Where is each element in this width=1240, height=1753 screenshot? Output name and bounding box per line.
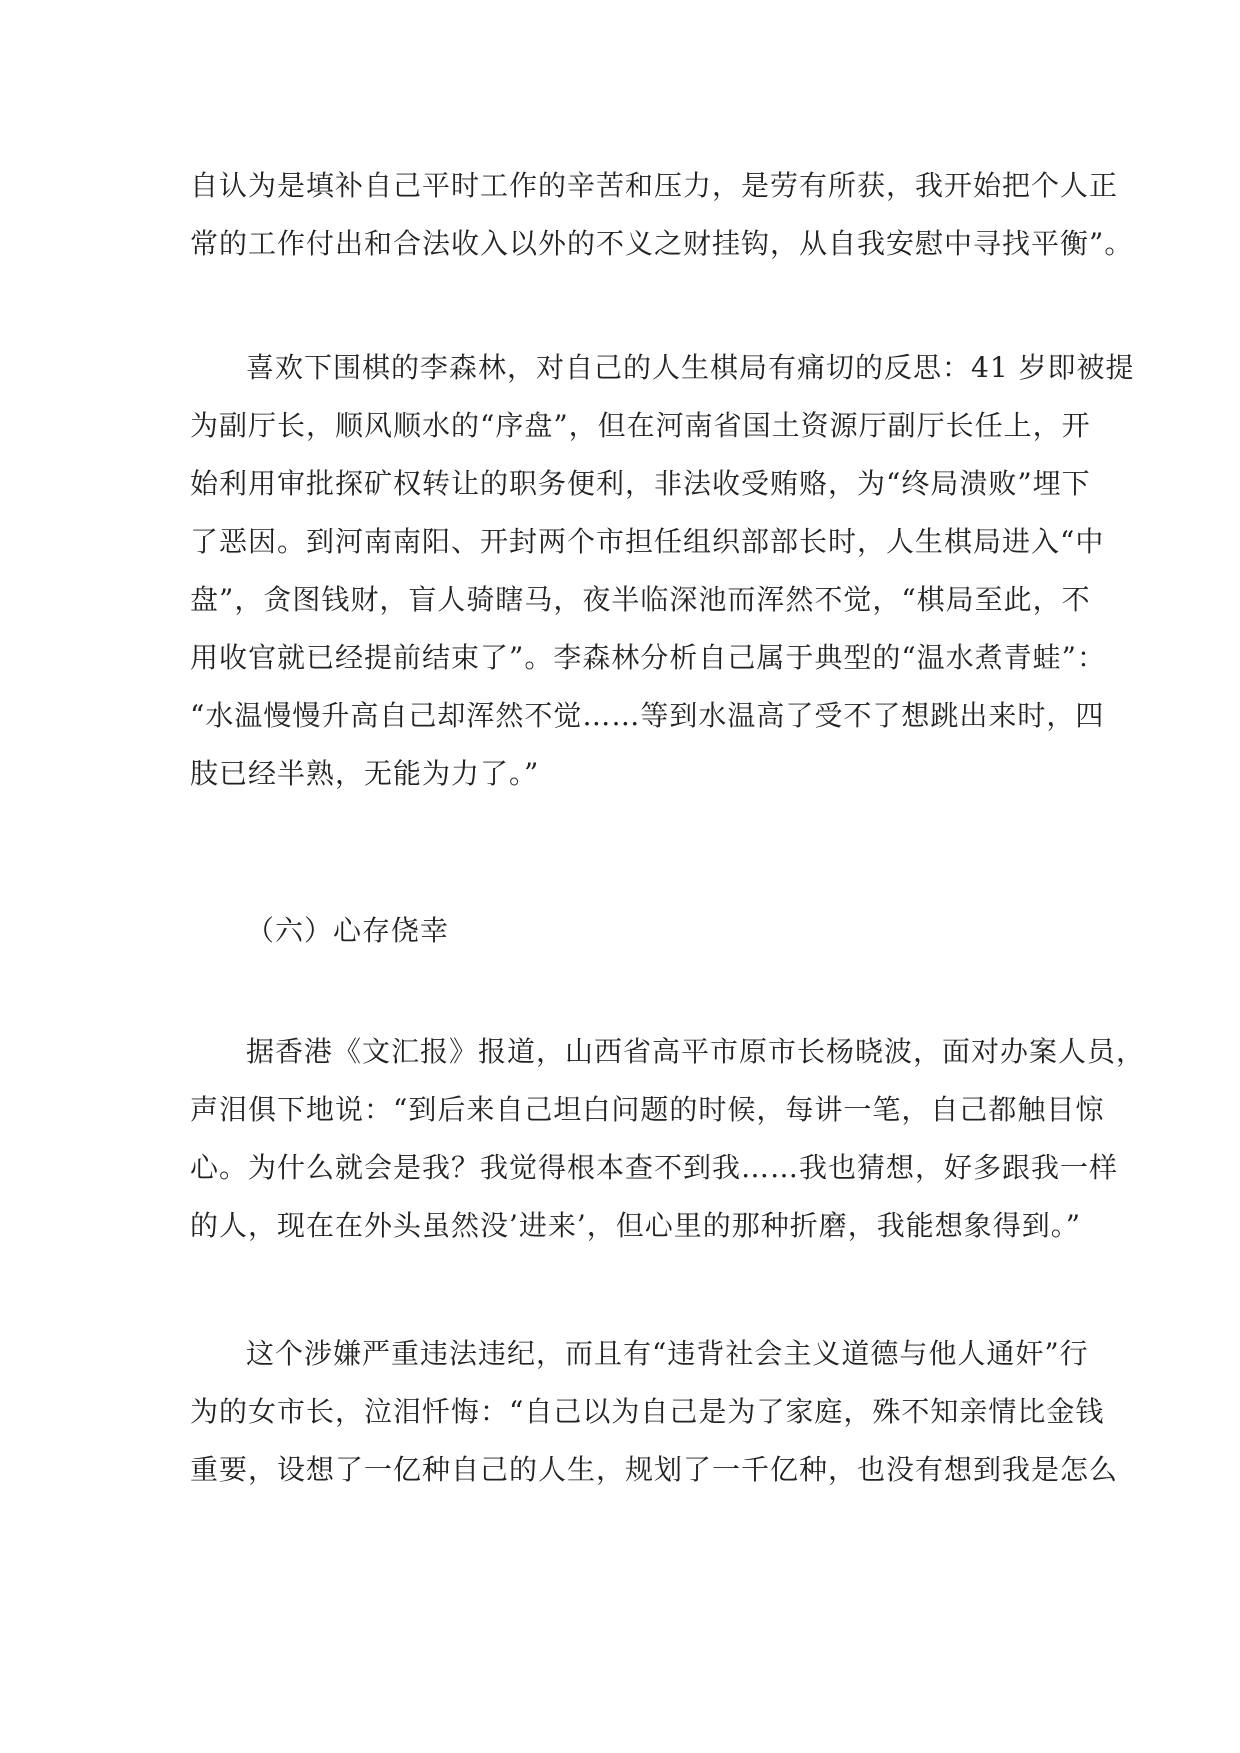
- text-line: 常的工作付出和合法收入以外的不义之财挂钩，从自我安慰中寻找平衡”。: [190, 227, 1134, 260]
- text-line: 为的女市长，泣泪忏悔：“自己以为自己是为了家庭，殊不知亲情比金钱: [190, 1395, 1105, 1428]
- text-line: 的人，现在在外头虽然没’进来’，但心里的那种折磨，我能想象得到。”: [190, 1209, 1082, 1242]
- text-line: 为副厅长，顺风顺水的“序盘”，但在河南省国土资源厅副厅长任上，开: [190, 409, 1091, 442]
- text-line: “水温慢慢升高自己却浑然不觉……等到水温高了受不了想跳出来时，四: [190, 699, 1105, 732]
- text-line: 这个涉嫌严重违法违纪，而且有“违背社会主义道德与他人通奸”行: [246, 1337, 1089, 1370]
- paragraph-li-senlin: [190, 339, 1135, 803]
- text-line: 用收官就已经提前结束了”。李森林分析自己属于典型的“温水煮青蛙”：: [190, 641, 1106, 674]
- paragraph-yang-xiaobo: [190, 1023, 1146, 1255]
- text-line: 自认为是填补自己平时工作的辛苦和压力，是劳有所获，我开始把个人正: [190, 169, 1119, 202]
- text-line: 盘”，贪图钱财，盲人骑瞎马，夜半临深池而浑然不觉，“棋局至此，不: [190, 583, 1091, 616]
- paragraph-female-mayor: [190, 1325, 1119, 1499]
- section-heading: （六）心存侥幸: [246, 914, 450, 947]
- text-line: 重要，设想了一亿种自己的人生，规划了一千亿种，也没有想到我是怎么: [190, 1453, 1119, 1486]
- text-line: 据香港《文汇报》报道，山西省高平市原市长杨晓波，面对办案人员，: [246, 1035, 1146, 1068]
- text-line: 喜欢下围棋的李森林，对自己的人生棋局有痛切的反思：41 岁即被提: [246, 351, 1135, 384]
- text-line: 声泪俱下地说：“到后来自己坦白问题的时候，每讲一笔，自己都触目惊: [190, 1093, 1105, 1126]
- text-line: 始利用审批探矿权转让的职务便利，非法收受贿赂，为“终局溃败”埋下: [190, 467, 1091, 500]
- text-line: 了恶因。到河南南阳、开封两个市担任组织部部长时，人生棋局进入“中: [190, 525, 1105, 558]
- paragraph-continuation: [190, 157, 1134, 273]
- text-line: 心。为什么就会是我？我觉得根本查不到我……我也猜想，好多跟我一样: [190, 1151, 1119, 1184]
- text-line: 肢已经半熟，无能为力了。”: [190, 757, 540, 790]
